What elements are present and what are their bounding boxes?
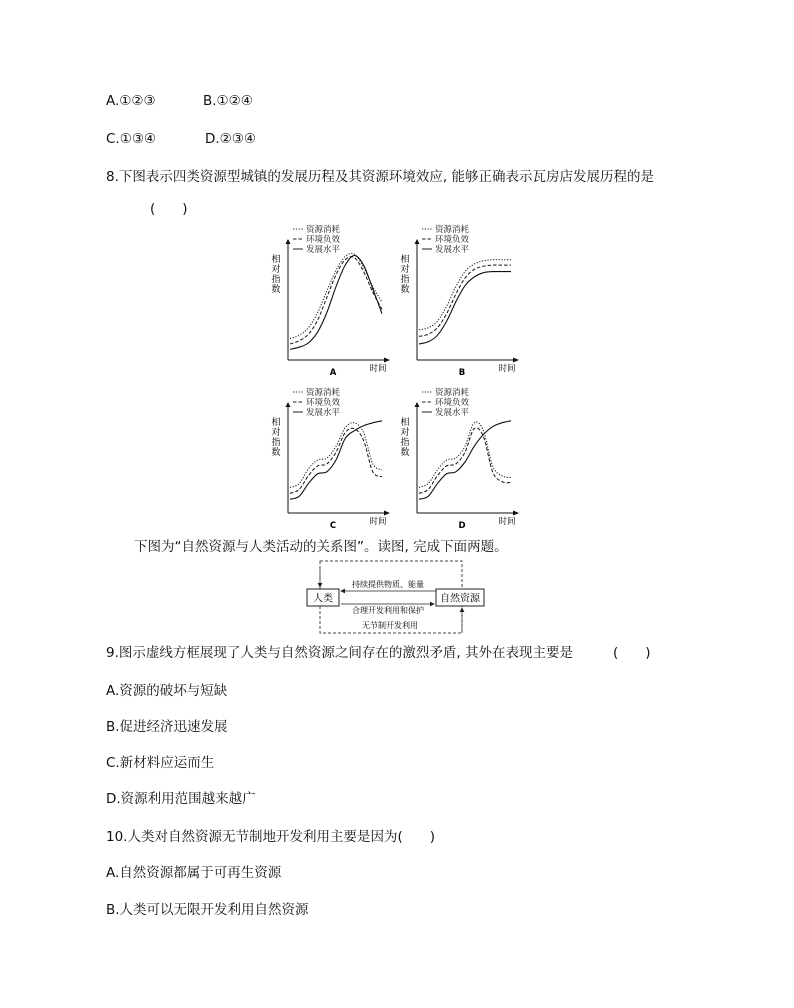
q9-answer-paren: ( ) — [613, 645, 651, 661]
series-line — [290, 255, 382, 349]
x-axis-label: 时间 — [498, 517, 516, 527]
legend-label: 环境负效 — [306, 235, 341, 245]
y-axis-label: 对 — [271, 428, 281, 438]
x-axis-arrow — [513, 511, 519, 516]
y-axis-arrow — [286, 402, 291, 407]
y-axis-label: 相 — [400, 255, 410, 265]
legend-label: 资源消耗 — [435, 225, 470, 235]
y-axis-label: 数 — [400, 285, 410, 295]
q9-option-b: B.促进经济迅速发展 — [106, 719, 228, 735]
series-line — [419, 428, 511, 494]
q7-option-c: C.①③④ — [106, 131, 157, 147]
q9-option-d: D.资源利用范围越来越广 — [106, 791, 256, 807]
q7-option-d: D.②③④ — [205, 131, 256, 147]
series-line — [419, 422, 511, 488]
series-line — [419, 421, 511, 499]
series-line — [290, 253, 382, 338]
series-line — [419, 272, 511, 344]
x-axis-label: 时间 — [369, 364, 387, 374]
legend-label: 环境负效 — [435, 398, 470, 408]
panel-label: C — [329, 521, 337, 531]
chart-panel-b — [397, 222, 523, 380]
y-axis-label: 数 — [271, 285, 281, 295]
panel-label: D — [458, 521, 466, 531]
x-axis-arrow — [513, 358, 519, 363]
y-axis-label: 对 — [400, 265, 410, 275]
q7-option-b: B.①②④ — [203, 93, 253, 109]
y-axis-label: 相 — [271, 418, 281, 428]
x-axis-arrow — [384, 511, 390, 516]
q8-answer-paren: ( ) — [150, 201, 188, 217]
y-axis-label: 指 — [400, 438, 410, 448]
q9-stem: 9.图示虚线方框展现了人类与自然资源之间存在的激烈矛盾, 其外在表现主要是 — [106, 645, 573, 661]
y-axis-arrow — [415, 402, 420, 407]
q9-option-a: A.资源的破坏与短缺 — [106, 683, 228, 699]
legend-label: 发展水平 — [306, 245, 341, 255]
q8-stem: 8.下图表示四类资源型城镇的发展历程及其资源环境效应, 能够正确表示瓦房店发展历程的是 — [106, 169, 654, 185]
human-label: 人类 — [313, 593, 333, 605]
y-axis-label: 相 — [400, 418, 410, 428]
legend-label: 发展水平 — [435, 245, 470, 255]
arrow-middle-label: 合理开发利用和保护 — [352, 606, 424, 615]
legend-label: 发展水平 — [306, 408, 341, 418]
q10-option-b: B.人类可以无限开发利用自然资源 — [106, 902, 309, 918]
resource-label: 自然资源 — [440, 593, 480, 605]
y-axis-label: 指 — [400, 275, 410, 285]
legend-label: 环境负效 — [306, 398, 341, 408]
arrow-bottom-label: 无节制开发利用 — [362, 621, 418, 630]
y-axis-label: 对 — [400, 428, 410, 438]
y-axis-label: 指 — [271, 275, 281, 285]
q9-option-c: C.新材料应运而生 — [106, 755, 215, 771]
legend-label: 环境负效 — [435, 235, 470, 245]
x-axis-label: 时间 — [498, 364, 516, 374]
y-axis-label: 相 — [271, 255, 281, 265]
series-line — [290, 257, 382, 344]
q7-option-a: A.①②③ — [106, 93, 156, 109]
y-axis-label: 数 — [271, 448, 281, 458]
chart-panel-d — [397, 385, 523, 533]
arrow-top-label: 持续提供物质、能量 — [352, 580, 424, 589]
series-line — [290, 421, 382, 499]
q10-option-a: A.自然资源都属于可再生资源 — [106, 865, 282, 881]
y-axis-arrow — [415, 239, 420, 244]
legend-label: 资源消耗 — [435, 388, 470, 398]
panel-label: A — [329, 368, 337, 378]
panel-label: B — [458, 368, 466, 378]
legend-label: 资源消耗 — [306, 388, 341, 398]
relation-diagram — [300, 558, 490, 636]
series-line — [419, 260, 511, 330]
x-axis-label: 时间 — [369, 517, 387, 527]
y-axis-label: 数 — [400, 448, 410, 458]
y-axis-arrow — [286, 239, 291, 244]
relation-intro: 下图为“自然资源与人类活动的关系图”。读图, 完成下面两题。 — [134, 539, 508, 555]
legend-label: 发展水平 — [435, 408, 470, 418]
y-axis-label: 对 — [271, 265, 281, 275]
legend-label: 资源消耗 — [306, 225, 341, 235]
q10-stem: 10.人类对自然资源无节制地开发利用主要是因为( ) — [106, 829, 436, 845]
chart-panel-c — [268, 385, 394, 533]
y-axis-label: 指 — [271, 438, 281, 448]
chart-panel-a — [268, 222, 394, 380]
x-axis-arrow — [384, 358, 390, 363]
